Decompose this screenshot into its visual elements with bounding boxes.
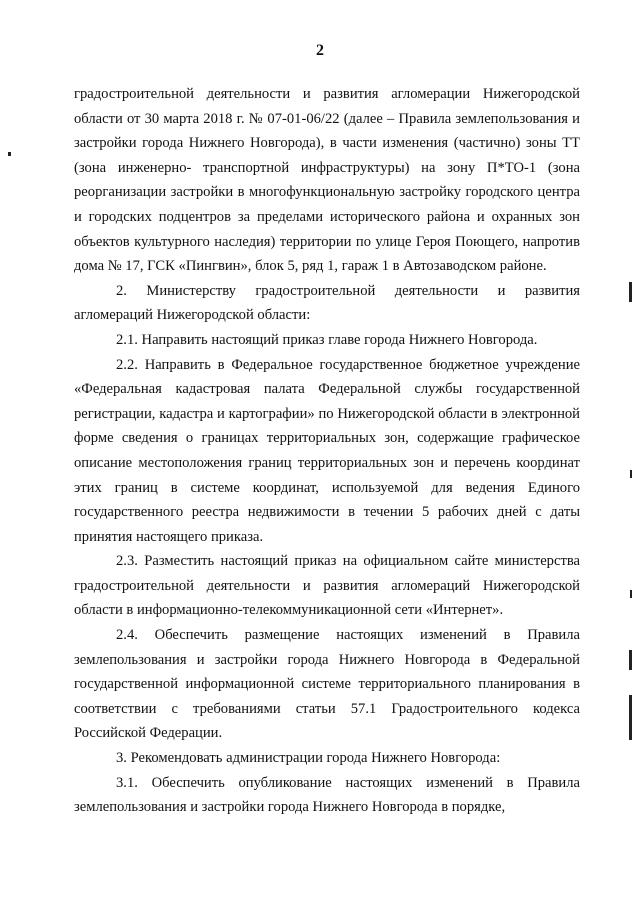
scan-artifact-mark <box>630 590 632 598</box>
scan-artifact-mark <box>629 282 632 302</box>
paragraph-item-2-3: 2.3. Разместить настоящий приказ на официальном сайте министерства градостроительной деятельности и развития агломераций Нижегородской области в информационно-телекоммуникационной сети «Интернет». <box>74 553 580 619</box>
paragraph-item-2-4: 2.4. Обеспечить размещение настоящих изменений в Правила землепользования и застройки города Нижнего Новгорода в Федеральной государственной информационной системе территориального планирования в соответствии с требованиями статьи 57.1 Градостроительного кодекса Российской Федерации. <box>74 627 580 742</box>
document-body <box>74 82 580 820</box>
paragraph-item-2-2: 2.2. Направить в Федеральное государственное бюджетное учреждение «Федеральная кадастровая палата Федеральной службы государственной регистрации, кадастра и картографии» по Нижегородской области в электронной форме сведения о границах территориальных зон, содержащие графическое описание местоположения границ территориальных зон и перечень координат этих границ в системе координат, используемой для ведения Единого государственного реестра недвижимости в течении 5 рабочих дней с даты принятия настоящего приказа. <box>74 356 580 545</box>
scan-artifact-mark <box>629 650 632 670</box>
paragraph-item-3-1: 3.1. Обеспечить опубликование настоящих изменений в Правила землепользования и застройки города Нижнего Новгорода в порядке, <box>74 774 580 816</box>
scan-artifact-mark <box>629 695 632 740</box>
scan-artifact-mark <box>630 470 632 478</box>
paragraph-item-3: 3. Рекомендовать администрации города Нижнего Новгорода: <box>116 750 501 767</box>
paragraph-continuation: градостроительной деятельности и развития агломерации Нижегородской области от 30 марта 2018 г. № 07-01-06/22 (далее – Правила землепользования и застройки города Нижнего Новгорода), в части изменения (частично) зоны ТТ (зона инженерно- транспортной инфраструктуры) на зону П*ТО-1 (зона реорганизации застройки в многофункциональную застройку городского центра и городских подцентров за пределами исторического района и охранных зон объектов культурного наследия) территории по улице Героя Поющего, напротив дома № 17, ГСК «Пингвин», блок 5, ряд 1, гараж 1 в Автозаводском районе. <box>74 86 580 275</box>
paragraph-item-2-1: 2.1. Направить настоящий приказ главе города Нижнего Новгорода. <box>116 331 538 348</box>
paragraph-item-2: 2. Министерству градостроительной деятельности и развития агломераций Нижегородской области: <box>74 282 580 324</box>
page-number: 2 <box>316 42 324 59</box>
scan-artifact-mark <box>8 152 11 156</box>
